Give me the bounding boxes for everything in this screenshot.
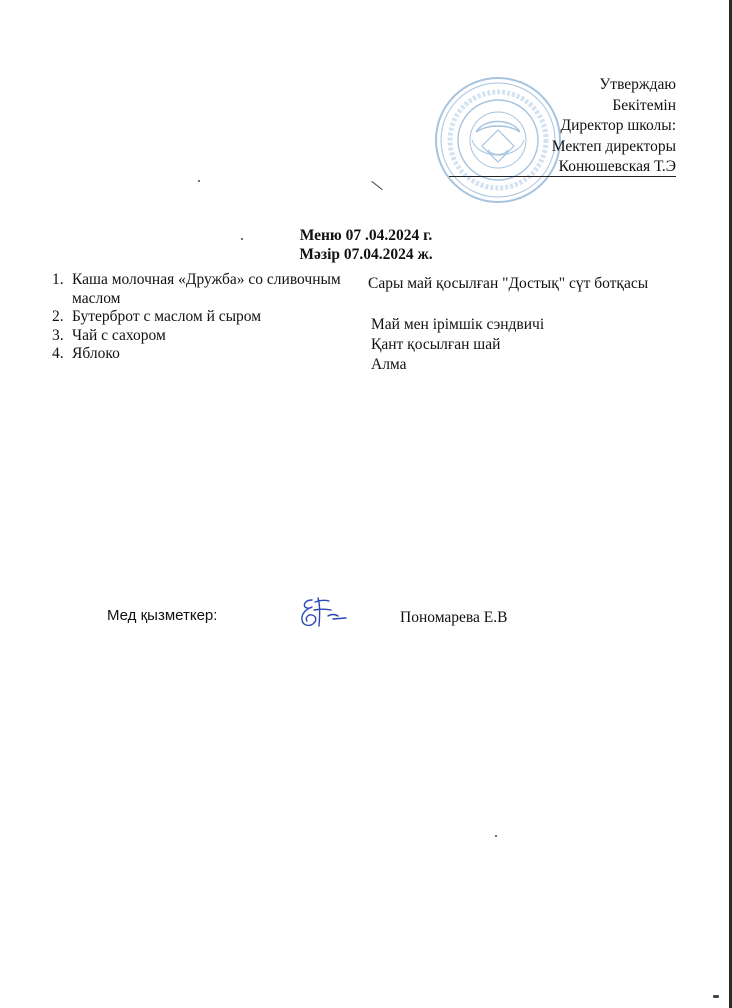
director-name: Конюшевская Т.Э	[449, 157, 676, 177]
item-number: 1.	[52, 271, 64, 288]
item-text-ru: Бутерброт с маслом й сыром	[72, 308, 262, 325]
approve-ru: Утверждаю	[599, 76, 676, 93]
menu-list-kz	[371, 315, 544, 375]
item-text-kz: Май мен ірімшік сэндвичі	[371, 316, 545, 333]
item-text-kz: Алма	[371, 356, 407, 373]
item-text-kz: Қант қосылған шай	[371, 336, 501, 353]
item-text-ru: Чай с сахором	[72, 326, 166, 344]
scan-speck	[495, 835, 497, 837]
page-title	[0, 226, 732, 264]
approval-block	[449, 75, 676, 178]
item-number: 2.	[52, 308, 64, 325]
medic-label: Мед қызметкер:	[107, 607, 218, 624]
director-position-ru: Директор школы:	[560, 117, 676, 134]
title-kz: Мәзір 07.04.2024 ж.	[299, 246, 433, 263]
list-item	[52, 327, 368, 346]
scan-speck	[371, 181, 383, 190]
scan-speck	[198, 180, 200, 182]
item-number: 4.	[52, 345, 64, 362]
list-item	[52, 345, 368, 364]
list-item	[52, 308, 368, 327]
menu-item-kz-1: Сары май қосылған "Достық" сүт ботқасы	[368, 275, 649, 292]
approve-kz: Бекітемін	[612, 96, 676, 114]
item-number: 3.	[52, 326, 64, 344]
item-text-ru: Яблоко	[72, 345, 120, 362]
list-item	[52, 271, 368, 308]
title-ru: Меню 07 .04.2024 г.	[299, 227, 433, 244]
handwritten-signature	[298, 592, 350, 632]
menu-list-ru	[52, 271, 368, 364]
medic-name: Пономарева Е.В	[400, 609, 508, 626]
director-position-kz: Мектеп директоры	[551, 137, 676, 155]
scan-speck	[713, 995, 719, 998]
item-text-ru: Каша молочная «Дружба» со сливочным маслом	[72, 271, 341, 307]
